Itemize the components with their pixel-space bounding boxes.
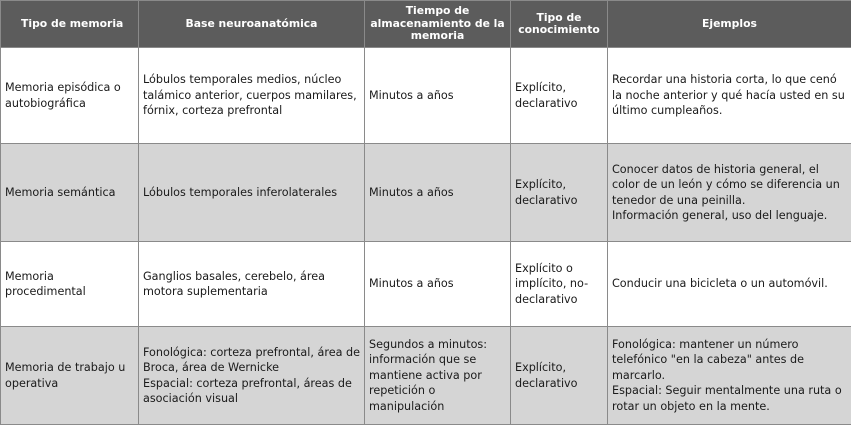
cell-base: Lóbulos temporales medios, núcleo talámico anterior, cuerpos mamilares, fórnix, corteza prefrontal: [139, 48, 365, 144]
cell-ejemplos: [608, 242, 851, 327]
cell-ejemplos: [608, 144, 851, 242]
cell-conocimiento: Explícito o implícito, no-declarativo: [511, 242, 608, 327]
cell-tipo: Memoria procedimental: [1, 242, 139, 327]
ejemplo-line: Recordar una historia corta, lo que cenó la noche anterior y qué hacía usted en su último cumpleaños.: [612, 72, 847, 119]
base-line: Fonológica: corteza prefrontal, área de Broca, área de Wernicke: [143, 345, 360, 376]
cell-base: Ganglios basales, cerebelo, área motora suplementaria: [139, 242, 365, 327]
header-tiempo-almacenamiento: Tiempo de almacenamiento de la memoria: [365, 1, 511, 48]
cell-conocimiento: Explícito, declarativo: [511, 48, 608, 144]
cell-ejemplos: [608, 327, 851, 425]
cell-tipo: Memoria semántica: [1, 144, 139, 242]
cell-base: [139, 327, 365, 425]
ejemplo-line: Conocer datos de historia general, el color de un león y cómo se diferencia un tenedor de una peinilla.: [612, 162, 847, 209]
cell-base: Lóbulos temporales inferolaterales: [139, 144, 365, 242]
cell-tiempo: Segundos a minutos: información que se mantiene activa por repetición o manipulación: [365, 327, 511, 425]
table-row: [1, 48, 851, 144]
cell-conocimiento: Explícito, declarativo: [511, 327, 608, 425]
cell-tiempo: Minutos a años: [365, 144, 511, 242]
cell-tiempo: Minutos a años: [365, 242, 511, 327]
ejemplo-line: Información general, uso del lenguaje.: [612, 208, 847, 224]
ejemplo-line: Fonológica: mantener un número telefónico "en la cabeza" antes de marcarlo.: [612, 337, 847, 384]
cell-tiempo: Minutos a años: [365, 48, 511, 144]
table-row: [1, 242, 851, 327]
cell-tipo: Memoria episódica o autobiográfica: [1, 48, 139, 144]
table-row: [1, 144, 851, 242]
header-ejemplos: Ejemplos: [608, 1, 851, 48]
base-line: Espacial: corteza prefrontal, áreas de asociación visual: [143, 376, 360, 407]
ejemplo-line: Conducir una bicicleta o un automóvil.: [612, 276, 847, 292]
cell-ejemplos: [608, 48, 851, 144]
header-row: [1, 1, 851, 48]
table-row: [1, 327, 851, 425]
cell-tipo: Memoria de trabajo u operativa: [1, 327, 139, 425]
ejemplo-line: Espacial: Seguir mentalmente una ruta o rotar un objeto en la mente.: [612, 383, 847, 414]
header-base-neuroanatomica: Base neuroanatómica: [139, 1, 365, 48]
cell-conocimiento: Explícito, declarativo: [511, 144, 608, 242]
header-tipo-memoria: Tipo de memoria: [1, 1, 139, 48]
header-tipo-conocimiento: Tipo de conocimiento: [511, 1, 608, 48]
